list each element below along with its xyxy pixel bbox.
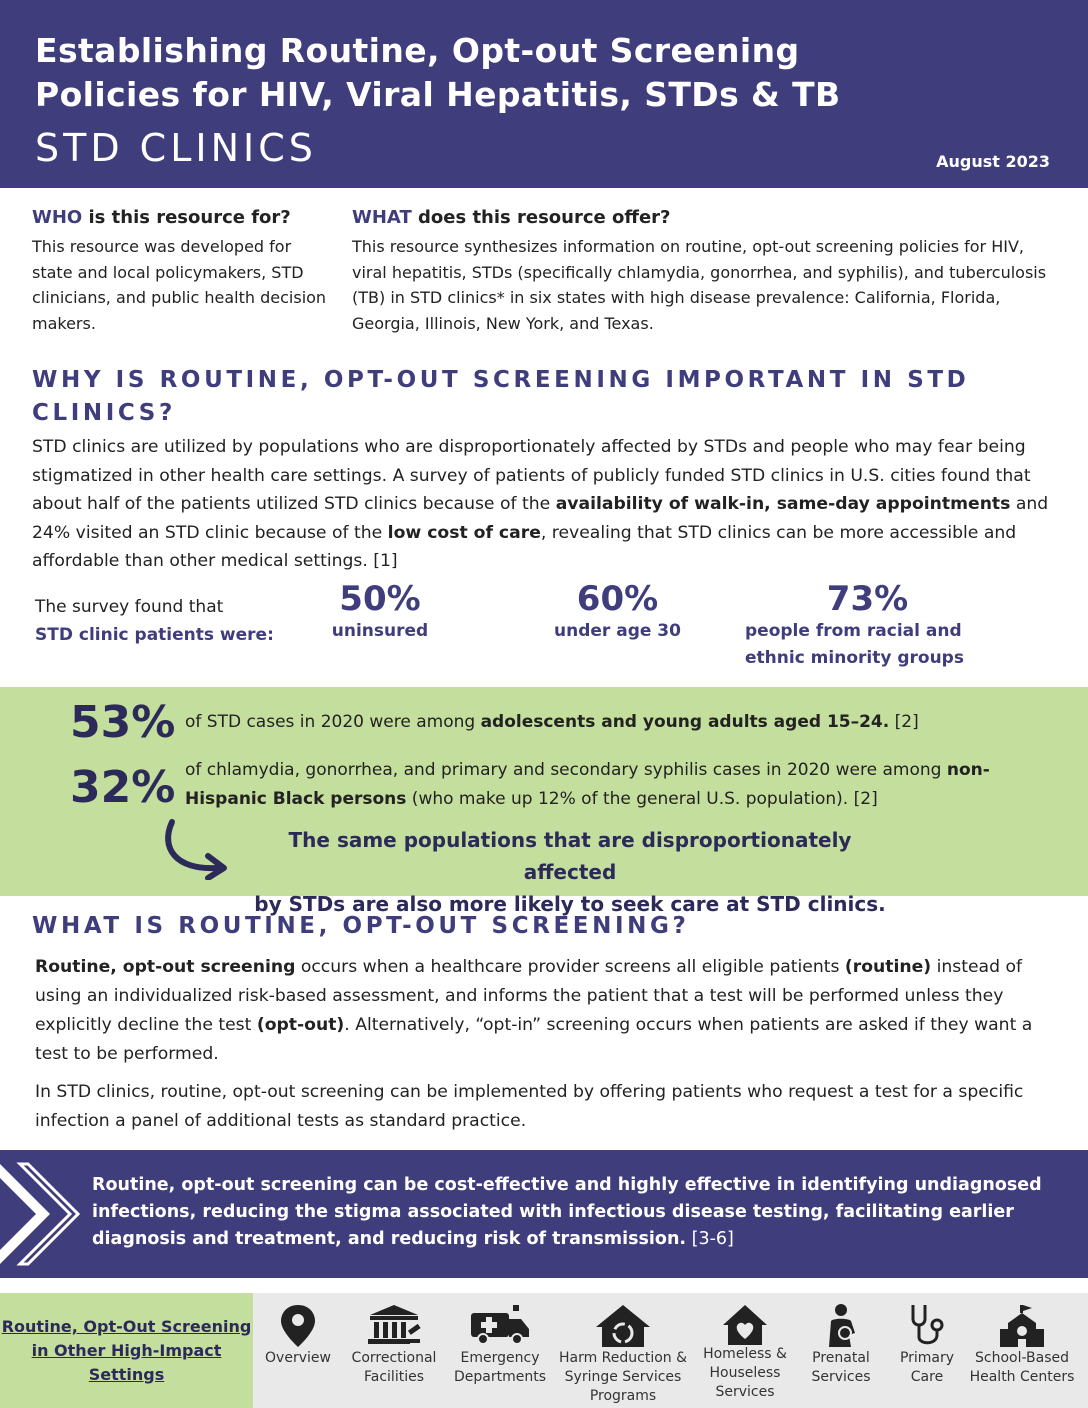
big-stat-32: 32% xyxy=(70,762,176,813)
stat-number: 50% xyxy=(339,579,421,619)
nav-label: Harm Reduction & Syringe Services Programs xyxy=(558,1350,688,1404)
nav-label: Overview xyxy=(265,1350,331,1366)
header-banner xyxy=(0,0,1088,188)
why-paragraph xyxy=(32,433,1057,576)
who-heading xyxy=(32,207,332,228)
ambulance-icon xyxy=(469,1303,531,1347)
routine-text: occurs when a healthcare provider screens all eligible patients xyxy=(295,957,845,977)
what-heading-rest: does this resource offer? xyxy=(411,207,671,228)
what-accent: WHAT xyxy=(352,207,412,228)
why-text-2: and 24% visited an STD clinic because of the xyxy=(32,494,1049,543)
routine-bold: Routine, opt-out screening xyxy=(35,957,296,977)
why-text-1: STD clinics are utilized by populations who are disproportionately affected by STDs and people who may fear being stigmatized in other health care settings. A survey of patients of publicly funded STD clinics in U.S. cities found that about half of the patients utilized STD clinics because of the xyxy=(32,437,1031,514)
who-heading-rest: is this resource for? xyxy=(82,207,291,228)
chevron-right-icon xyxy=(0,1150,80,1278)
callout-line1: The same populations that are disproportionately affected xyxy=(288,828,852,884)
stethoscope-icon xyxy=(907,1303,947,1349)
stat-under-30 xyxy=(540,580,695,645)
stat-label: people from racial and ethnic minority groups xyxy=(745,621,964,668)
why-bold-1: availability of walk-in, same-day appointments xyxy=(555,494,1011,514)
stat-uninsured xyxy=(320,580,440,645)
survey-lead xyxy=(35,593,274,649)
key-message-text xyxy=(92,1172,1052,1253)
big-stat-53: 53% xyxy=(70,697,176,748)
stat-ref: (who make up 12% of the general U.S. population). [2] xyxy=(406,788,878,809)
callout-line2: by STDs are also more likely to seek care at STD clinics. xyxy=(254,892,886,916)
page-title-line1: Establishing Routine, Opt-out Screening xyxy=(35,31,800,70)
key-message-ref: [3-6] xyxy=(686,1229,734,1249)
house-heart-icon xyxy=(721,1303,769,1347)
other-settings-link[interactable]: Routine, Opt-Out Screening in Other High-Impact Settings xyxy=(1,1316,252,1384)
what-body: This resource synthesizes information on routine, opt-out screening policies for HIV, viral hepatitis, STDs (specifically chlamydia, gonorrhea, and syphilis), and tuberculosis (TB) in STD clinics* in six states with high disease prevalence: California, Florida, Georgia, Illinois, New York, and Texas. xyxy=(352,237,1047,333)
why-bold-2: low cost of care xyxy=(387,522,541,543)
routine-bold: (routine) xyxy=(844,957,932,977)
stat-number: 73% xyxy=(826,579,909,619)
stat-text: of chlamydia, gonorrhea, and primary and secondary syphilis cases in 2020 were among xyxy=(185,760,947,780)
why-text-3: , revealing that STD clinics can be more accessible and affordable than other medical settings. [1] xyxy=(32,522,1017,571)
stat-ref: [2] xyxy=(889,712,919,732)
what-section xyxy=(352,207,1052,336)
who-accent: WHO xyxy=(32,207,83,228)
nav-emergency-departments[interactable] xyxy=(449,1293,551,1408)
routine-bold: (opt-out) xyxy=(256,1015,345,1035)
stat-bold: adolescents and young adults aged 15–24. xyxy=(480,712,890,732)
routine-paragraph-1 xyxy=(35,953,1055,1069)
routine-text: . Alternatively, “opt-in” screening occurs when patients are asked if they want a test to be performed. xyxy=(35,1015,1033,1064)
big-stat-32-text xyxy=(185,756,1045,813)
publication-date: August 2023 xyxy=(936,152,1050,171)
courthouse-icon xyxy=(366,1303,422,1347)
school-icon xyxy=(998,1303,1046,1349)
routine-paragraph-2: In STD clinics, routine, opt-out screening can be implemented by offering patients who request a test for a specific infection a panel of additional tests as standard practice. xyxy=(35,1082,1024,1131)
nav-label: School-Based Health Centers xyxy=(969,1350,1075,1385)
key-message-body: Routine, opt-out screening can be cost-effective and highly effective in identifying undiagnosed infections, reducing the stigma associated with infectious disease testing, facilitating earlier diagnosis and treatment, and reducing risk of transmission. xyxy=(92,1175,1042,1249)
nav-label: Primary Care xyxy=(899,1350,955,1385)
nav-correctional-facilities[interactable] xyxy=(343,1293,445,1408)
nav-label: Emergency Departments xyxy=(453,1350,546,1385)
nav-label: Homeless & Houseless Services xyxy=(703,1346,787,1400)
routine-text: instead of using an individualized risk-based assessment, and informs the patient that a test will be performed unless they explicitly decline the test xyxy=(35,957,1023,1035)
stat-bold: non-Hispanic Black persons xyxy=(185,760,990,809)
why-section-title: WHY IS ROUTINE, OPT-OUT SCREENING IMPORTANT IN STD CLINICS? xyxy=(32,367,970,426)
nav-harm-reduction[interactable] xyxy=(555,1293,691,1408)
callout-text xyxy=(240,824,900,920)
who-section xyxy=(32,207,332,336)
settings-nav xyxy=(253,1293,1088,1408)
page-subtitle: STD CLINICS xyxy=(35,126,317,170)
stat-label: under age 30 xyxy=(554,621,681,641)
nav-homeless-services[interactable] xyxy=(695,1293,795,1408)
who-body: This resource was developed for state and local policymakers, STD clinicians, and public health decision makers. xyxy=(32,237,327,333)
page-title-line2: Policies for HIV, Viral Hepatitis, STDs & TB xyxy=(35,75,841,114)
big-stat-53-text xyxy=(185,708,919,737)
nav-school-based-health-centers[interactable] xyxy=(967,1293,1077,1408)
what-heading xyxy=(352,207,1052,228)
routine-section-title: WHAT IS ROUTINE, OPT-OUT SCREENING? xyxy=(32,913,690,939)
nav-label: Correctional Facilities xyxy=(351,1350,437,1385)
house-recycle-icon xyxy=(594,1303,652,1349)
nav-primary-care[interactable] xyxy=(887,1293,967,1408)
nav-label: Prenatal Services xyxy=(811,1350,871,1385)
pregnant-person-icon xyxy=(821,1303,861,1349)
stat-text: of STD cases in 2020 were among xyxy=(185,712,481,732)
survey-lead-line1: The survey found that xyxy=(35,597,224,617)
nav-overview[interactable] xyxy=(257,1293,339,1408)
curved-arrow-icon xyxy=(158,818,238,880)
stat-label: uninsured xyxy=(331,621,429,641)
map-pin-icon xyxy=(278,1303,318,1349)
stat-number: 60% xyxy=(576,579,659,619)
stat-minority-groups xyxy=(745,580,990,672)
nav-prenatal-services[interactable] xyxy=(799,1293,883,1408)
other-settings-link-box[interactable] xyxy=(0,1293,253,1408)
survey-lead-line2: STD clinic patients were: xyxy=(35,625,274,645)
